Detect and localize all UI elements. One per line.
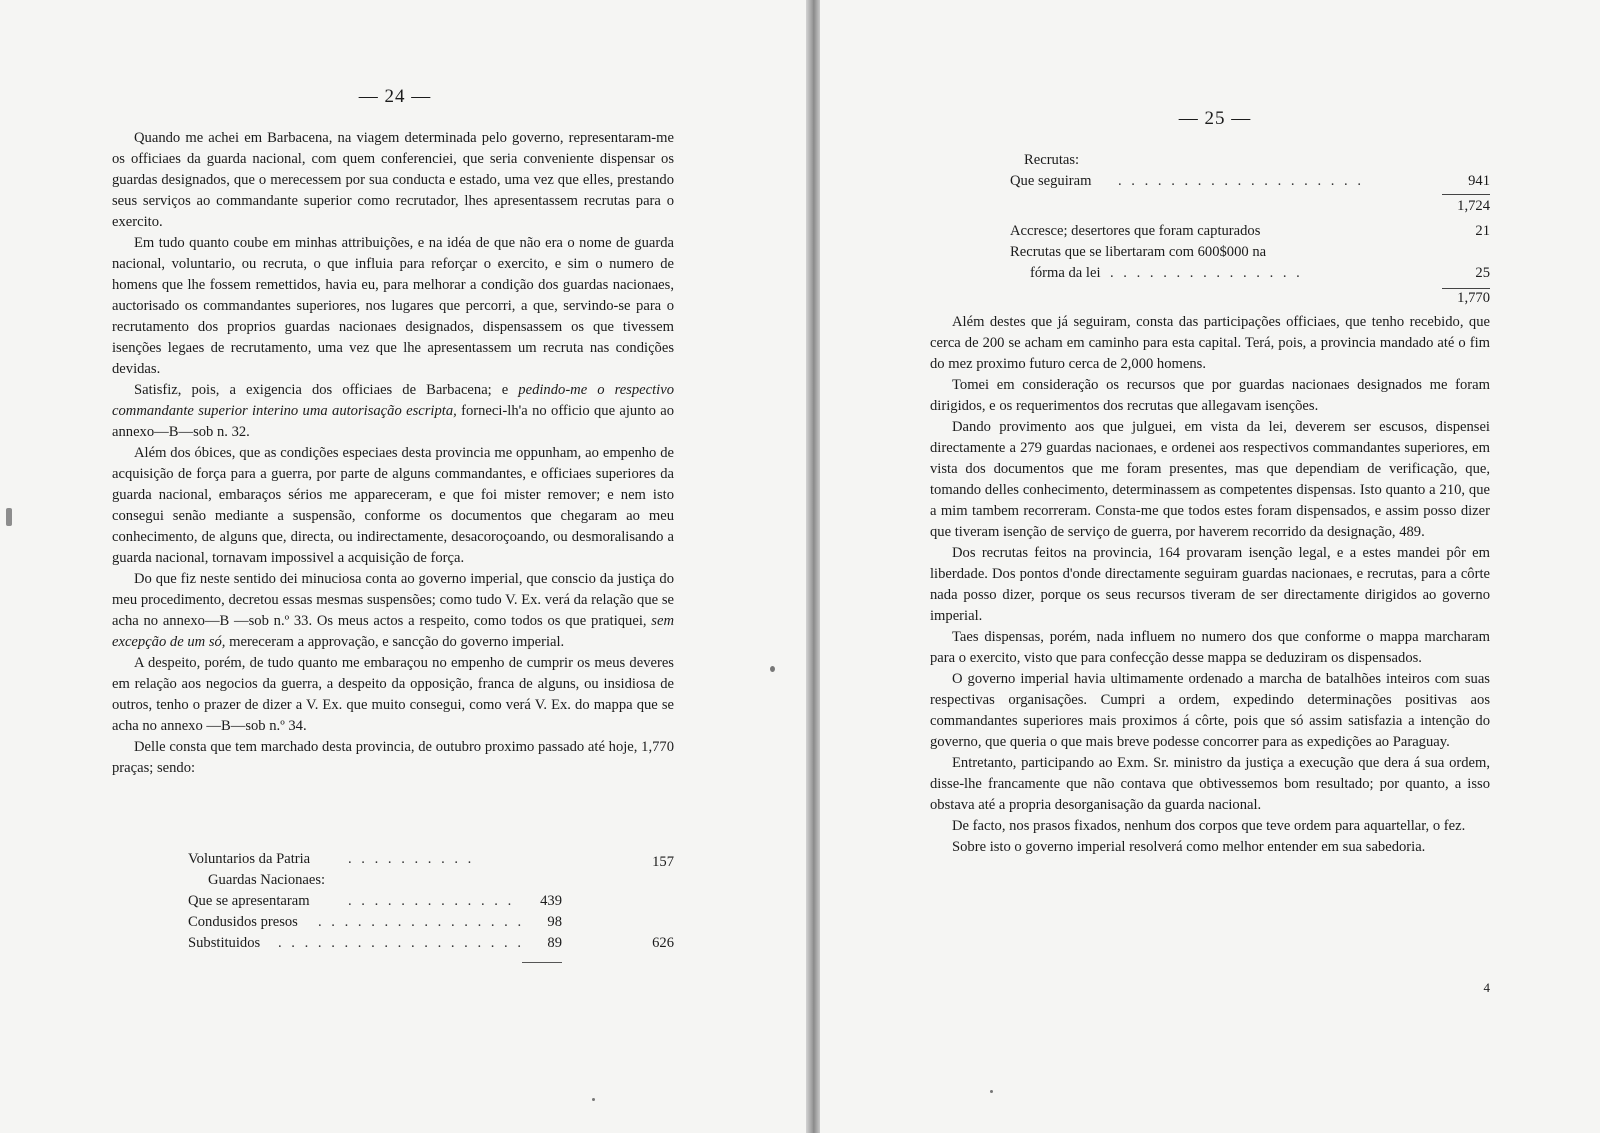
row-value: 439 [540,893,562,909]
right-page-body [930,312,1490,858]
table-row [112,891,674,912]
paragraph: Sobre isto o governo imperial resolverá como melhor entender em sua sabedoria. [952,839,1426,855]
row-label: Recrutas que se libertaram com 600$000 na [1010,244,1267,260]
right-page [820,0,1600,1133]
leader-dots: . . . . . . . . . . . . . . . . [318,914,525,930]
paragraph: Quando me achei em Barbacena, na viagem determinada pelo governo, representaram-me os officiaes da guarda nacional, com quem conferenciei, que seria conveniente dispensar os guardas designados, que o merecessem por sua conducta e estado, uma vez que elles, prestando seus serviços ao commandante superior como recrutador, lhes apresentassem recrutas para o exercito. [112,130,674,230]
row-label: Que seguiram [1010,173,1092,189]
page-number-24: — 24 — [358,86,432,107]
table-row [930,150,1490,171]
paragraph: De facto, nos prasos fixados, nenhum dos corpos que teve ordem para aquartellar, o fez. [952,818,1466,834]
row-label: Condusidos presos [188,914,298,930]
row-value: 89 [547,935,562,951]
table-row [112,870,674,891]
paragraph: Do que fiz neste sentido dei minuciosa conta ao governo imperial, que conscio da justiça do meu procedimento, decretou essas mesmas suspensões; como tudo V. Ex. verá da relação que se acha no annexo—B —sob n.º 33. Os meus actos a respeito, como todos os que pratiquei, sem excepção de um só, mereceram a approvação, e sancção do governo imperial. [112,571,674,650]
table-row [112,933,674,954]
row-value: 157 [652,854,674,870]
row-value: 21 [1475,223,1490,239]
table-row [112,912,674,933]
paper-speck [990,1090,993,1093]
paragraph: Delle consta que tem marchado desta provincia, de outubro proximo passado até hoje, 1,770 praças; sendo: [112,739,674,776]
row-label: Que se apresentaram [188,893,310,909]
row-value: 1,724 [1457,198,1490,214]
table-row [930,171,1490,192]
signature-mark: 4 [1483,980,1490,995]
paragraph: Dando provimento aos que julguei, em vista da lei, deverem ser escusos, dispensei directamente a 279 guardas nacionaes, e ordenei aos respectivos commandantes superiores, em vista dos documentos que me foram presentes, mas que dependiam de verificação, que, tomando delles conhecimento, determinassem as competentes dispensas. Isto quanto a 210, que a mim tambem recorreram. Consta-me que todos estes foram dispensados, e assim posso dizer que tiveram isenção de serviço de guerra, por haverem recorrido da designação, 489. [930,419,1490,540]
leader-dots: . . . . . . . . . . . . . . . . . . . [278,935,524,951]
table-row [930,192,1490,213]
paragraph: Além destes que já seguiram, consta das participações officiaes, que tenho recebido, que cerca de 200 se acham em caminho para esta capital. Terá, pois, a provincia mandado até o fim do mez proximo futuro cerca de 2,000 homens. [930,314,1490,372]
table-row [930,221,1490,242]
row-value: 626 [652,935,674,951]
row-value: 25 [1475,265,1490,281]
leader-dots: . . . . . . . . . . . . . . . . . . . [1118,173,1364,189]
row-label: Accresce; desertores que foram capturados [1010,223,1261,239]
row-value: 98 [547,914,562,930]
left-page-body [112,128,674,779]
table-row [112,849,674,870]
row-label: Voluntarios da Patria [188,851,311,867]
troops-table [112,849,674,954]
table-row [930,288,1490,309]
row-label: fórma da lei [1030,265,1101,281]
book-gutter [806,0,820,1133]
paragraph: Satisfiz, pois, a exigencia dos officiaes de Barbacena; e pedindo-me o respectivo commandante superior interino uma autorisação escripta, forneci-lh'a no officio que ajunto ao annexo—B—sob n. 32. [112,382,674,440]
leader-dots: . . . . . . . . . . . . . [348,893,515,909]
row-label: Substituidos [188,935,261,951]
italic-phrase: sem excepção de um só, [112,613,674,650]
paragraph: Além dos óbices, que as condições especiaes desta provincia me oppunham, ao empenho de acquisição de força para a guerra, por parte de alguns commandantes, e officiaes superiores da guarda nacional, embaraços sérios me appareceram, e que foi mister remover; e nem isto consegui senão mediante a suspensão, conforme os documentos que chegaram ao meu conhecimento, de alguns que, directa, ou indirectamente, desacoroçoando, ou desmoralisando a guarda nacional, tornavam impossivel a acquisição de força. [112,445,674,566]
paragraph: Em tudo quanto coube em minhas attribuições, e na idéa de que não era o nome de guarda nacional, voluntario, ou recruta, o que influia para reforçar o exercito, e sim o numero de homens que lhe fossem remettidos, havia eu, para melhorar a condição dos guardas nacionaes, auctorisado os commandantes superiores, nos lugares que percorri, a que, servindo-se para o recrutamento dos proprios guardas nacionaes designados, dispensassem os que tivessem isenções legaes de recrutamento, uma vez que lhe apresentassem um recruta nas condições devidas. [112,235,674,377]
sum-rule [522,962,562,963]
paragraph: Tomei em consideração os recursos que por guardas nacionaes designados me foram dirigidos, e os requerimentos dos recrutas que allegavam isenções. [930,377,1490,414]
table-row [930,242,1490,263]
paragraph: A despeito, porém, de tudo quanto me embaraçou no empenho de cumprir os meus deveres em relação aos negocios da guerra, a despeito da opposição, franca de alguns, ou insidiosa de outros, tenho o prazer de dizer a V. Ex. que muito consegui, como verá V. Ex. do mappa que se acha no annexo —B—sob n.º 34. [112,655,674,734]
row-value: 1,770 [1457,290,1490,306]
row-value: 941 [1468,173,1490,189]
paragraph: Entretanto, participando ao Exm. Sr. ministro da justiça a execução que dera á sua ordem, disse-lhe francamente que não contava que obtivessemos bom resultado; por quanto, a isso obstava até a propria desorganisação da guarda nacional. [930,755,1490,813]
paper-speck [770,666,775,672]
paper-speck [592,1098,595,1101]
paragraph: Dos recrutas feitos na provincia, 164 provaram isenção legal, e a estes mandei pôr em liberdade. Dos pontos d'onde directamente seguiram guardas nacionaes, e recrutas, para a côrte nada posso dizer, porque os seus recursos tiveram de ser directamente dirigidos ao governo imperial. [930,545,1490,624]
recruits-table [930,150,1490,309]
leader-dots: . . . . . . . . . . [348,851,475,867]
paragraph: Taes dispensas, porém, nada influem no numero dos que conforme o mappa marcharam para o exercito, visto que para confecção desse mappa se deduziram os dispensados. [930,629,1490,666]
page-number-25: — 25 — [1178,108,1252,129]
paragraph: O governo imperial havia ultimamente ordenado a marcha de batalhões inteiros com suas respectivas organisações. Cumpri a ordem, expedindo determinações positivas aos commandantes superiores mais proximos á côrte, pois que só assim satisfazia a intenção do governo, que queria o que mais breve podesse concorrer para as expedições ao Paraguay. [930,671,1490,750]
paper-speck [6,508,12,526]
row-label: Recrutas: [1024,152,1080,168]
leader-dots: . . . . . . . . . . . . . . . [1110,265,1303,281]
italic-phrase: pedindo-me o respectivo commandante superior interino uma autorisação escripta, [112,382,674,419]
row-label: Guardas Nacionaes: [208,872,326,888]
table-row [930,263,1490,284]
